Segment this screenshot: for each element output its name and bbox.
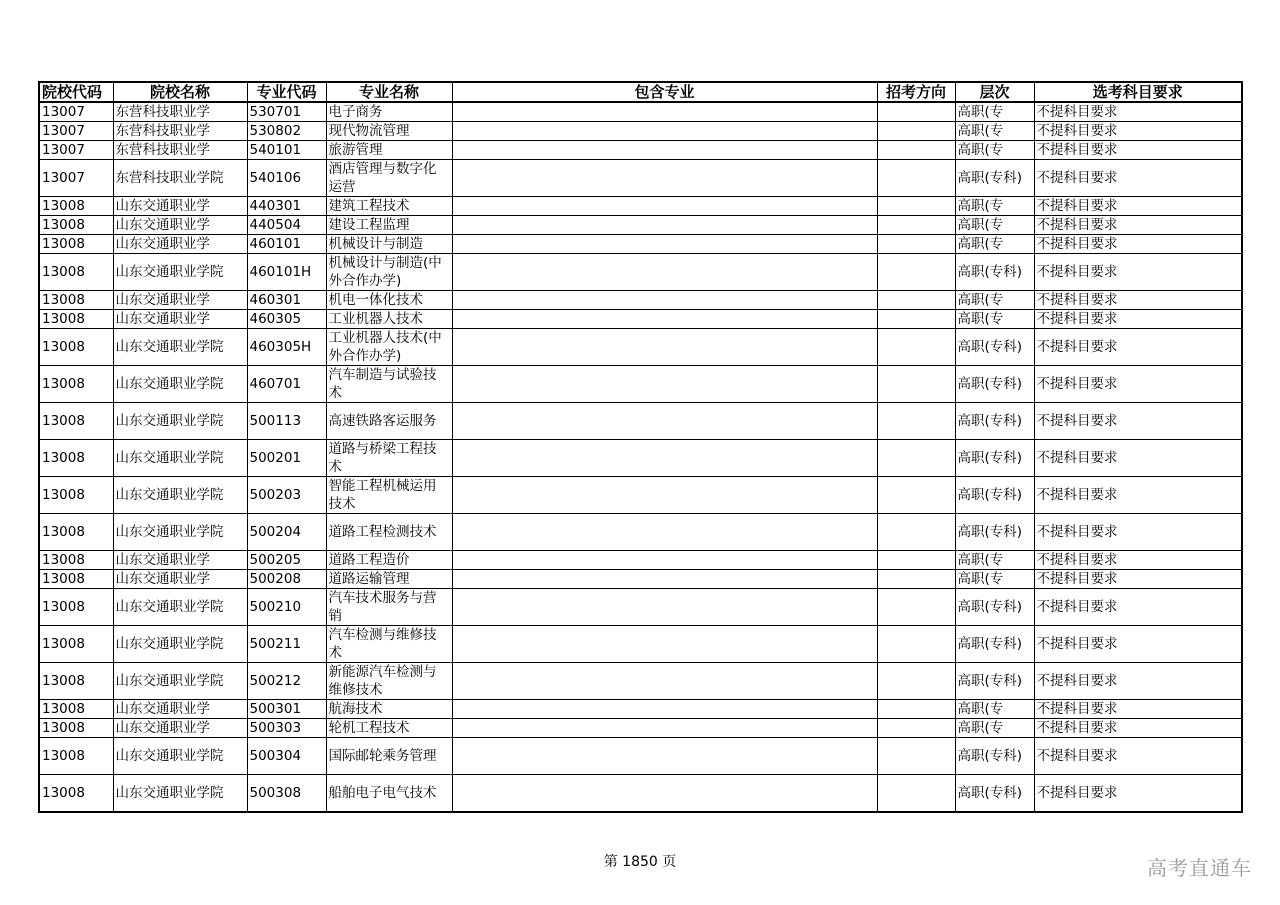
cell-includes (452, 719, 877, 738)
header-level: 层次 (955, 82, 1034, 102)
table-row (39, 310, 1242, 329)
cell-level: 高职(专 (955, 197, 1034, 216)
cell-direction (877, 197, 955, 216)
cell-direction (877, 254, 955, 291)
cell-school-code: 13007 (39, 160, 113, 197)
cell-major-name: 工业机器人技术(中外合作办学) (326, 329, 452, 366)
table-row (39, 719, 1242, 738)
cell-subject-requirement: 不提科目要求 (1034, 216, 1242, 235)
cell-level: 高职(专 (955, 122, 1034, 141)
cell-direction (877, 589, 955, 626)
cell-subject-requirement: 不提科目要求 (1034, 700, 1242, 719)
cell-direction (877, 440, 955, 477)
table-row (39, 141, 1242, 160)
cell-major-code: 500205 (247, 551, 326, 570)
cell-school-code: 13008 (39, 738, 113, 775)
cell-major-name: 国际邮轮乘务管理 (326, 738, 452, 775)
cell-includes (452, 514, 877, 551)
cell-major-name: 机械设计与制造(中外合作办学) (326, 254, 452, 291)
cell-school-code: 13008 (39, 197, 113, 216)
cell-school-name: 山东交通职业学 (113, 291, 247, 310)
table-row (39, 663, 1242, 700)
cell-major-name: 道路工程造价 (326, 551, 452, 570)
cell-level: 高职(专科) (955, 477, 1034, 514)
cell-direction (877, 291, 955, 310)
cell-major-name: 轮机工程技术 (326, 719, 452, 738)
cell-school-code: 13007 (39, 141, 113, 160)
cell-subject-requirement: 不提科目要求 (1034, 141, 1242, 160)
cell-direction (877, 141, 955, 160)
cell-includes (452, 310, 877, 329)
cell-major-name: 智能工程机械运用技术 (326, 477, 452, 514)
cell-school-code: 13008 (39, 626, 113, 663)
cell-subject-requirement: 不提科目要求 (1034, 570, 1242, 589)
cell-major-code: 440301 (247, 197, 326, 216)
cell-school-code: 13007 (39, 102, 113, 122)
cell-school-name: 东营科技职业学 (113, 102, 247, 122)
cell-level: 高职(专科) (955, 775, 1034, 813)
cell-subject-requirement: 不提科目要求 (1034, 160, 1242, 197)
admissions-table (38, 81, 1243, 813)
cell-subject-requirement: 不提科目要求 (1034, 197, 1242, 216)
cell-direction (877, 235, 955, 254)
cell-major-name: 汽车技术服务与营销 (326, 589, 452, 626)
cell-level: 高职(专 (955, 216, 1034, 235)
cell-includes (452, 663, 877, 700)
cell-major-code: 500201 (247, 440, 326, 477)
cell-direction (877, 700, 955, 719)
table-row (39, 216, 1242, 235)
table-row (39, 700, 1242, 719)
cell-major-code: 500301 (247, 700, 326, 719)
table-row (39, 589, 1242, 626)
cell-subject-requirement: 不提科目要求 (1034, 663, 1242, 700)
table-row (39, 254, 1242, 291)
cell-includes (452, 141, 877, 160)
cell-school-code: 13008 (39, 216, 113, 235)
cell-level: 高职(专 (955, 700, 1034, 719)
table-row (39, 477, 1242, 514)
table-row (39, 122, 1242, 141)
cell-major-code: 460101H (247, 254, 326, 291)
cell-includes (452, 440, 877, 477)
table-row (39, 235, 1242, 254)
cell-level: 高职(专科) (955, 254, 1034, 291)
header-major-code: 专业代码 (247, 82, 326, 102)
cell-includes (452, 254, 877, 291)
cell-direction (877, 122, 955, 141)
cell-major-code: 500308 (247, 775, 326, 813)
cell-major-code: 530802 (247, 122, 326, 141)
cell-major-code: 500204 (247, 514, 326, 551)
cell-subject-requirement: 不提科目要求 (1034, 477, 1242, 514)
cell-direction (877, 403, 955, 440)
cell-direction (877, 719, 955, 738)
table-row (39, 102, 1242, 122)
cell-school-name: 山东交通职业学院 (113, 403, 247, 440)
cell-school-name: 山东交通职业学 (113, 310, 247, 329)
cell-major-name: 建设工程监理 (326, 216, 452, 235)
cell-school-code: 13008 (39, 440, 113, 477)
cell-includes (452, 197, 877, 216)
cell-major-name: 机械设计与制造 (326, 235, 452, 254)
cell-school-name: 东营科技职业学 (113, 122, 247, 141)
cell-school-name: 山东交通职业学院 (113, 589, 247, 626)
cell-direction (877, 477, 955, 514)
cell-school-code: 13007 (39, 122, 113, 141)
cell-major-code: 500113 (247, 403, 326, 440)
table-row (39, 775, 1242, 813)
cell-school-code: 13008 (39, 663, 113, 700)
cell-school-name: 山东交通职业学院 (113, 440, 247, 477)
cell-direction (877, 216, 955, 235)
cell-school-code: 13008 (39, 366, 113, 403)
watermark: 高考直通车 (1147, 856, 1252, 880)
cell-level: 高职(专 (955, 235, 1034, 254)
cell-school-code: 13008 (39, 570, 113, 589)
cell-includes (452, 477, 877, 514)
header-major-name: 专业名称 (326, 82, 452, 102)
cell-includes (452, 551, 877, 570)
cell-level: 高职(专 (955, 291, 1034, 310)
cell-school-code: 13008 (39, 235, 113, 254)
cell-direction (877, 738, 955, 775)
header-school-name: 院校名称 (113, 82, 247, 102)
cell-school-code: 13008 (39, 589, 113, 626)
cell-major-name: 酒店管理与数字化运营 (326, 160, 452, 197)
cell-level: 高职(专科) (955, 329, 1034, 366)
header-school-code: 院校代码 (39, 82, 113, 102)
table-row (39, 329, 1242, 366)
cell-level: 高职(专科) (955, 626, 1034, 663)
cell-subject-requirement: 不提科目要求 (1034, 102, 1242, 122)
header-subject-requirement: 选考科目要求 (1034, 82, 1242, 102)
table-row (39, 403, 1242, 440)
cell-major-code: 500304 (247, 738, 326, 775)
cell-subject-requirement: 不提科目要求 (1034, 291, 1242, 310)
table-row (39, 551, 1242, 570)
cell-direction (877, 663, 955, 700)
header-includes: 包含专业 (452, 82, 877, 102)
cell-direction (877, 102, 955, 122)
cell-includes (452, 102, 877, 122)
cell-major-name: 汽车检测与维修技术 (326, 626, 452, 663)
cell-subject-requirement: 不提科目要求 (1034, 235, 1242, 254)
header-direction: 招考方向 (877, 82, 955, 102)
cell-school-name: 山东交通职业学院 (113, 738, 247, 775)
cell-subject-requirement: 不提科目要求 (1034, 514, 1242, 551)
cell-school-name: 山东交通职业学院 (113, 254, 247, 291)
cell-school-name: 山东交通职业学 (113, 700, 247, 719)
cell-subject-requirement: 不提科目要求 (1034, 719, 1242, 738)
cell-subject-requirement: 不提科目要求 (1034, 366, 1242, 403)
cell-subject-requirement: 不提科目要求 (1034, 589, 1242, 626)
table-row (39, 197, 1242, 216)
cell-major-name: 道路与桥梁工程技术 (326, 440, 452, 477)
cell-subject-requirement: 不提科目要求 (1034, 254, 1242, 291)
cell-includes (452, 160, 877, 197)
cell-direction (877, 775, 955, 813)
cell-subject-requirement: 不提科目要求 (1034, 775, 1242, 813)
cell-school-name: 山东交通职业学院 (113, 366, 247, 403)
cell-direction (877, 310, 955, 329)
cell-school-code: 13008 (39, 329, 113, 366)
cell-school-code: 13008 (39, 719, 113, 738)
cell-subject-requirement: 不提科目要求 (1034, 738, 1242, 775)
cell-major-name: 船舶电子电气技术 (326, 775, 452, 813)
table-row (39, 366, 1242, 403)
cell-major-name: 道路运输管理 (326, 570, 452, 589)
cell-level: 高职(专科) (955, 663, 1034, 700)
cell-school-name: 东营科技职业学院 (113, 160, 247, 197)
cell-level: 高职(专科) (955, 403, 1034, 440)
cell-major-name: 机电一体化技术 (326, 291, 452, 310)
cell-direction (877, 160, 955, 197)
cell-major-name: 工业机器人技术 (326, 310, 452, 329)
cell-includes (452, 235, 877, 254)
cell-level: 高职(专科) (955, 440, 1034, 477)
cell-direction (877, 514, 955, 551)
cell-includes (452, 738, 877, 775)
header-row (39, 82, 1242, 102)
cell-level: 高职(专科) (955, 366, 1034, 403)
cell-subject-requirement: 不提科目要求 (1034, 403, 1242, 440)
cell-school-name: 山东交通职业学院 (113, 663, 247, 700)
cell-subject-requirement: 不提科目要求 (1034, 310, 1242, 329)
cell-school-name: 山东交通职业学院 (113, 514, 247, 551)
cell-major-name: 建筑工程技术 (326, 197, 452, 216)
cell-subject-requirement: 不提科目要求 (1034, 329, 1242, 366)
cell-level: 高职(专 (955, 102, 1034, 122)
cell-major-code: 500303 (247, 719, 326, 738)
cell-school-name: 山东交通职业学院 (113, 775, 247, 813)
cell-level: 高职(专科) (955, 738, 1034, 775)
cell-includes (452, 329, 877, 366)
table-row (39, 738, 1242, 775)
cell-subject-requirement: 不提科目要求 (1034, 626, 1242, 663)
cell-major-name: 新能源汽车检测与维修技术 (326, 663, 452, 700)
table-row (39, 626, 1242, 663)
cell-school-code: 13008 (39, 291, 113, 310)
cell-school-code: 13008 (39, 477, 113, 514)
cell-school-name: 山东交通职业学 (113, 551, 247, 570)
cell-direction (877, 570, 955, 589)
cell-major-name: 电子商务 (326, 102, 452, 122)
table-row (39, 514, 1242, 551)
table-row (39, 291, 1242, 310)
cell-includes (452, 589, 877, 626)
table-row (39, 440, 1242, 477)
cell-major-code: 460305H (247, 329, 326, 366)
cell-major-code: 500210 (247, 589, 326, 626)
cell-major-code: 540106 (247, 160, 326, 197)
cell-level: 高职(专科) (955, 160, 1034, 197)
cell-major-code: 500212 (247, 663, 326, 700)
cell-level: 高职(专 (955, 570, 1034, 589)
cell-major-code: 440504 (247, 216, 326, 235)
cell-level: 高职(专 (955, 719, 1034, 738)
cell-level: 高职(专科) (955, 589, 1034, 626)
cell-subject-requirement: 不提科目要求 (1034, 122, 1242, 141)
cell-direction (877, 329, 955, 366)
cell-level: 高职(专 (955, 141, 1034, 160)
cell-major-code: 540101 (247, 141, 326, 160)
cell-subject-requirement: 不提科目要求 (1034, 551, 1242, 570)
cell-major-name: 汽车制造与试验技术 (326, 366, 452, 403)
cell-major-code: 460101 (247, 235, 326, 254)
cell-major-code: 530701 (247, 102, 326, 122)
cell-school-name: 山东交通职业学院 (113, 329, 247, 366)
table-row (39, 570, 1242, 589)
cell-major-code: 460305 (247, 310, 326, 329)
cell-school-code: 13008 (39, 551, 113, 570)
cell-major-code: 500208 (247, 570, 326, 589)
cell-school-name: 东营科技职业学 (113, 141, 247, 160)
cell-school-code: 13008 (39, 775, 113, 813)
cell-major-name: 航海技术 (326, 700, 452, 719)
cell-direction (877, 366, 955, 403)
cell-includes (452, 570, 877, 589)
cell-major-code: 500203 (247, 477, 326, 514)
cell-school-code: 13008 (39, 310, 113, 329)
cell-school-name: 山东交通职业学 (113, 719, 247, 738)
cell-subject-requirement: 不提科目要求 (1034, 440, 1242, 477)
cell-includes (452, 291, 877, 310)
cell-level: 高职(专 (955, 310, 1034, 329)
cell-level: 高职(专 (955, 551, 1034, 570)
table-header (39, 82, 1242, 102)
cell-school-code: 13008 (39, 254, 113, 291)
cell-school-code: 13008 (39, 700, 113, 719)
cell-school-code: 13008 (39, 403, 113, 440)
cell-includes (452, 700, 877, 719)
cell-includes (452, 626, 877, 663)
cell-includes (452, 366, 877, 403)
cell-includes (452, 122, 877, 141)
cell-school-name: 山东交通职业学院 (113, 477, 247, 514)
cell-includes (452, 403, 877, 440)
cell-direction (877, 551, 955, 570)
cell-school-name: 山东交通职业学 (113, 216, 247, 235)
cell-major-name: 高速铁路客运服务 (326, 403, 452, 440)
cell-major-name: 现代物流管理 (326, 122, 452, 141)
cell-level: 高职(专科) (955, 514, 1034, 551)
cell-direction (877, 626, 955, 663)
table-row (39, 160, 1242, 197)
cell-school-code: 13008 (39, 514, 113, 551)
cell-major-name: 旅游管理 (326, 141, 452, 160)
cell-school-name: 山东交通职业学 (113, 197, 247, 216)
cell-major-name: 道路工程检测技术 (326, 514, 452, 551)
cell-major-code: 460701 (247, 366, 326, 403)
cell-major-code: 460301 (247, 291, 326, 310)
cell-school-name: 山东交通职业学院 (113, 626, 247, 663)
cell-major-code: 500211 (247, 626, 326, 663)
table-body (39, 102, 1242, 812)
cell-school-name: 山东交通职业学 (113, 570, 247, 589)
cell-school-name: 山东交通职业学 (113, 235, 247, 254)
page-number: 第 1850 页 (603, 854, 677, 870)
cell-includes (452, 775, 877, 813)
cell-includes (452, 216, 877, 235)
